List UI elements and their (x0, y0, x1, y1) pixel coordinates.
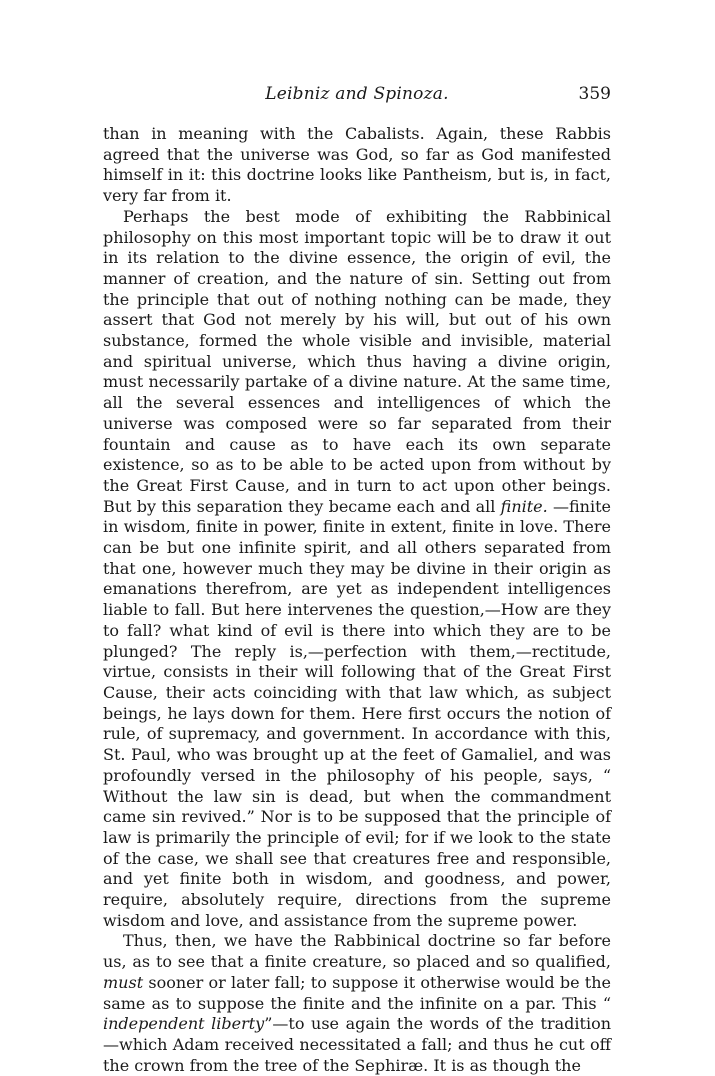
text-segment: than in meaning with the Cabalists. Again, these Rabbis agreed that the universe was God, so far as God manifested himself in it: this doctrine looks like Pantheism, but is, in fact, very far from it. (103, 124, 611, 206)
text-segment: sooner or later fall; to suppose it otherwise would be the same as to suppose the finite and the infinite on a par. This “ (103, 972, 611, 1013)
text-segment: ”—to use again the words of the tradition—which Adam received necessitated a fall; and thus he cut off the crown from the tree of the Sephiræ. It is as though the (103, 1014, 612, 1075)
body-text (103, 124, 611, 1076)
text-segment: —finite in wisdom, finite in power, finite in extent, finite in love. There can be but one infinite spirit, and all others separated from that one, however much they may be divine in their origin as emanations therefrom, are yet as independent intelligences liable to fall. But here intervenes the question,—How are they to fall? what kind of evil is there into which they are to be plunged? The reply is,—perfection with them,—rectitude, virtue, consists in their will following that of the Great First Cause, their acts coinciding with that law which, as subject beings, he lays down for them. Here first occurs the notion of rule, of supremacy, and government. In accordance with this, St. Paul, who was brought up at the feet of Gamaliel, and was profoundly versed in the philosophy of his people, says, “ Without the law sin is dead, but when the commandment came sin revived.” Nor is to be supposed that the principle of law is primarily the principle of evil; for if we look to the state of the case, we shall see that creatures free and responsible, and yet finite both in wisdom, and goodness, and power, require, absolutely require, directions from the supreme wisdom and love, and assistance from the supreme power. (103, 496, 611, 930)
paragraph-2 (103, 207, 611, 932)
text-segment: Perhaps the best mode of exhibiting the Rabbinical philosophy on this most important topic will be to draw it out in its relation to the divine essence, the origin of evil, the manner of creation, and the nature of sin. Setting out from the principle that out of nothing nothing can be made, they assert that God not merely by his will, but out of his own substance, formed the whole visible and invisible, material and spiritual universe, which thus having a divine origin, must necessarily partake of a divine nature. At the same time, all the several essences and intelligences of which the universe was composed were so far separated from their fountain and cause as to have each its own separate existence, so as to be able to be acted upon from without by the Great First Cause, and in turn to act upon other beings. But by this separation they became each and all (103, 206, 611, 516)
italic-text: must (103, 972, 144, 992)
page-number: 359 (578, 84, 611, 104)
italic-text: finite. (500, 496, 548, 516)
running-title: Leibniz and Spinoza. (265, 84, 449, 104)
book-page (103, 84, 611, 1076)
paragraph-1 (103, 124, 611, 207)
text-segment: Thus, then, we have the Rabbinical doctrine so far before us, as to see that a finite creature, so placed and so qualified, (103, 931, 611, 972)
italic-text: independent liberty (103, 1014, 265, 1034)
paragraph-3 (103, 931, 611, 1076)
running-head (103, 84, 611, 110)
